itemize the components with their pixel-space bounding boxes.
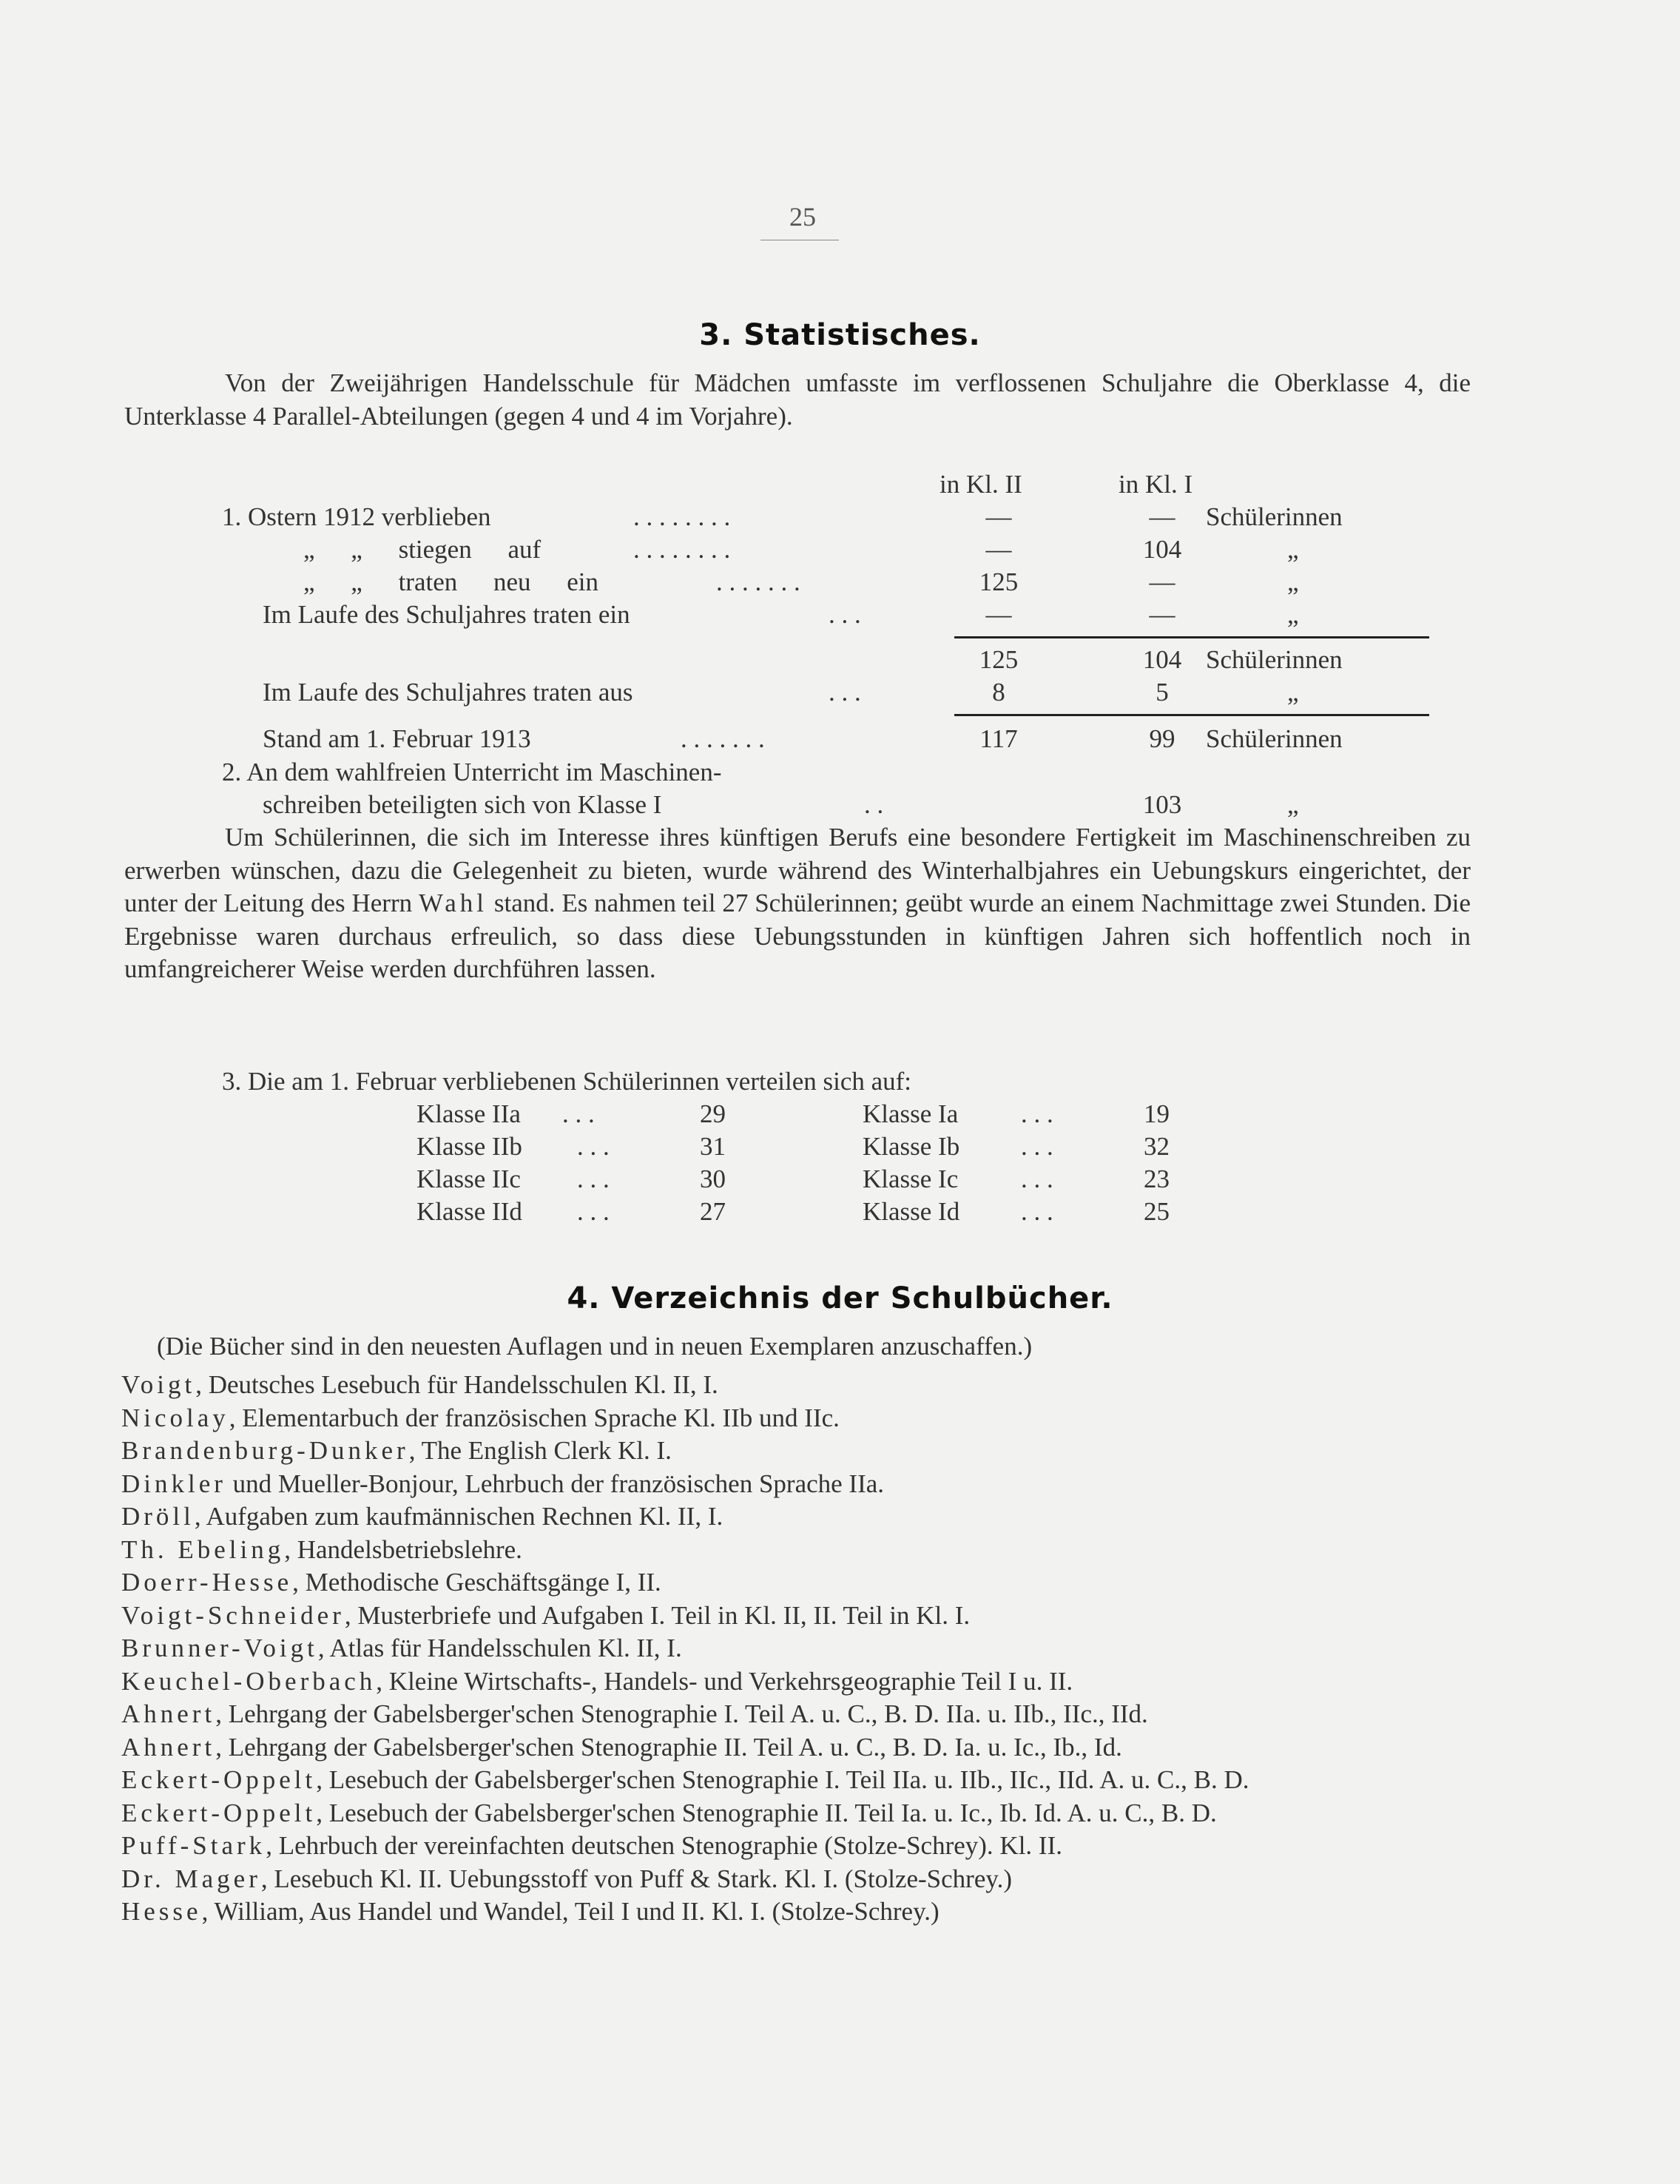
class-name: Klasse Id [863, 1197, 960, 1226]
book-title: und Mueller-Bonjour, Lehrbuch der französischen Sprache IIa. [226, 1469, 885, 1498]
book-author: Brunner-Voigt [121, 1634, 318, 1662]
page-number: 25 [789, 202, 816, 232]
section-4-note: (Die Bücher sind in den neuesten Auflagen und in neuen Exemplaren anzuschaffen.) [157, 1332, 1033, 1361]
class-dots: . . . [1021, 1132, 1053, 1161]
class-count: 19 [1144, 1099, 1170, 1128]
left-row-kl1: 5 [1156, 678, 1169, 707]
stat-row-kl2: — [985, 502, 1012, 531]
book-title: , The English Clerk Kl. I. [408, 1436, 672, 1465]
subtotal-kl1: 104 [1142, 645, 1182, 674]
book-entry [121, 1500, 1472, 1534]
book-entry [121, 1698, 1472, 1731]
stand-label: Stand am 1. Februar 1913 [263, 724, 531, 753]
class-count: 29 [700, 1099, 726, 1128]
book-title: , Lesebuch der Gabelsberger'schen Stenographie I. Teil IIa. u. IIb., IIc., IId. A. u. C., B. D. [316, 1765, 1249, 1794]
book-title: , Lesebuch der Gabelsberger'schen Stenographie II. Teil Ia. u. Ic., Ib. Id. A. u. C., B. D. [316, 1798, 1217, 1827]
book-author: Keuchel-Oberbach [121, 1666, 377, 1696]
item-2-line-2: schreiben beteiligten sich von Klasse I [263, 790, 662, 819]
column-header-kl2: in Kl. II [939, 470, 1022, 499]
stat-row-dots: . . . . . . . . [633, 502, 731, 531]
book-author: Th. Ebeling [121, 1534, 285, 1564]
class-count: 31 [700, 1132, 726, 1161]
book-entry [121, 1797, 1472, 1830]
book-entry [121, 1665, 1472, 1699]
book-entry [121, 1566, 1472, 1600]
book-entry [121, 1632, 1472, 1665]
book-author: Dröll [121, 1502, 195, 1531]
book-author: Voigt-Schneider [121, 1600, 345, 1630]
book-author: Brandenburg-Dunker [121, 1436, 409, 1465]
book-title: , Musterbriefe und Aufgaben I. Teil in Kl. II, II. Teil in Kl. I. [344, 1600, 971, 1630]
book-author: Voigt [121, 1370, 196, 1399]
stand-kl1: 99 [1149, 724, 1175, 753]
class-name: Klasse Ic [863, 1165, 959, 1193]
book-entry [121, 1369, 1472, 1402]
stat-row-kl2: — [985, 600, 1012, 629]
book-title: , William, Aus Handel und Wandel, Teil I und II. Kl. I. (Stolze-Schrey.) [201, 1897, 939, 1926]
stand-rule [954, 714, 1429, 716]
stat-row-unit: „ [1287, 567, 1299, 596]
class-count: 27 [700, 1197, 726, 1226]
book-entry [121, 1402, 1472, 1435]
item-2-line-1: 2. An dem wahlfreien Unterricht im Maschinen- [222, 758, 722, 786]
stat-row-unit: „ [1287, 535, 1299, 564]
item-2-value: 103 [1142, 790, 1182, 819]
book-entry [121, 1895, 1472, 1929]
stand-dots: . . . . . . . [681, 724, 765, 753]
class-dots: . . . [577, 1165, 610, 1193]
item-2-dots: . . [864, 790, 884, 819]
stat-row-kl1: — [1149, 567, 1175, 596]
class-count: 23 [1144, 1165, 1170, 1193]
book-entry [121, 1830, 1472, 1863]
subtotal-kl2: 125 [979, 645, 1019, 674]
column-header-kl1: in Kl. I [1119, 470, 1193, 499]
class-dots: . . . [562, 1099, 595, 1128]
book-entry [121, 1534, 1472, 1567]
stat-row-dots: . . . . . . . [716, 567, 800, 596]
book-title: , Kleine Wirtschafts-, Handels- und Verkehrsgeographie Teil I u. II. [376, 1666, 1073, 1696]
book-entry [121, 1731, 1472, 1765]
book-entry [121, 1600, 1472, 1633]
book-author: Dr. Mager [121, 1864, 261, 1893]
stat-row-kl1: 104 [1142, 535, 1182, 564]
typing-course-paragraph [124, 821, 1471, 986]
book-author: Nicolay [121, 1403, 229, 1432]
book-title: , Aufgaben zum kaufmännischen Rechnen Kl. II, I. [194, 1502, 723, 1531]
book-author: Doerr-Hesse [121, 1568, 293, 1597]
class-dots: . . . [577, 1132, 610, 1161]
stat-row-unit: „ [1287, 600, 1299, 629]
teacher-name: Wahl [418, 889, 488, 917]
stat-row-kl2: — [985, 535, 1012, 564]
section-4-heading: 4. Verzeichnis der Schulbücher. [567, 1281, 1113, 1315]
class-name: Klasse Ib [863, 1132, 960, 1161]
stat-row-label: „ „ stiegen auf [303, 535, 542, 564]
book-title: , Elementarbuch der französischen Sprache Kl. IIb und IIc. [229, 1403, 840, 1432]
book-author: Eckert-Oppelt [121, 1765, 317, 1794]
book-title: , Lesebuch Kl. II. Uebungsstoff von Puff & Stark. Kl. I. (Stolze-Schrey.) [260, 1864, 1012, 1893]
book-author: Puff-Stark [121, 1831, 266, 1860]
left-row-unit: „ [1287, 678, 1299, 707]
book-title: , Lehrgang der Gabelsberger'schen Stenographie II. Teil A. u. C., B. D. Ia. u. Ic., Ib., Id. [215, 1732, 1122, 1762]
class-count: 32 [1144, 1132, 1170, 1161]
class-count: 30 [700, 1165, 726, 1193]
stat-row-kl2: 125 [979, 567, 1019, 596]
class-name: Klasse IId [416, 1197, 522, 1226]
class-name: Klasse Ia [863, 1099, 959, 1128]
class-name: Klasse IIa [416, 1099, 521, 1128]
book-author: Hesse [121, 1897, 202, 1926]
book-title: , Handelsbetriebslehre. [284, 1534, 522, 1564]
book-author: Eckert-Oppelt [121, 1798, 317, 1827]
left-row-label: Im Laufe des Schuljahres traten aus [263, 678, 633, 707]
class-name: Klasse IIb [416, 1132, 522, 1161]
left-row-dots: . . . [829, 678, 861, 707]
stat-row-label: 1. Ostern 1912 verblieben [222, 502, 491, 531]
book-author: Ahnert [121, 1699, 216, 1728]
class-dots: . . . [1021, 1197, 1053, 1226]
stat-row-dots: . . . [829, 600, 861, 629]
section-3-intro-text: Von der Zweijährigen Handelsschule für Mädchen umfasste im verflossenen Schuljahre die Oberklasse 4, die Unterklasse 4 Parallel-Abteilungen (gegen 4 und 4 im Vorjahre). [124, 368, 1471, 431]
stat-row-kl1: — [1149, 502, 1175, 531]
item-3-intro: 3. Die am 1. Februar verbliebenen Schülerinnen verteilen sich auf: [222, 1067, 912, 1096]
stat-row-label: Im Laufe des Schuljahres traten ein [263, 600, 630, 629]
class-dots: . . . [1021, 1165, 1053, 1193]
stand-unit: Schülerinnen [1206, 724, 1343, 753]
class-dots: . . . [577, 1197, 610, 1226]
typing-course-text-1: Um Schülerinnen, die sich im Interesse ihres künftigen Berufs eine besondere Fertigkeit im Maschinenschreiben zu erwerben wünschen, dazu die Gelegenheit zu bieten, wurde während des Winterhalbjahres ein Uebungskurs eingerichtet, der unter der Leitung des Herrn [124, 823, 1471, 917]
stat-row-kl1: — [1149, 600, 1175, 629]
section-3-heading: 3. Statistisches. [699, 318, 981, 352]
stat-row-label: „ „ traten neu ein [303, 567, 599, 596]
stat-row-unit: Schülerinnen [1206, 502, 1343, 531]
book-title: , Lehrbuch der vereinfachten deutschen Stenographie (Stolze-Schrey). Kl. II. [266, 1831, 1062, 1860]
stat-row-dots: . . . . . . . . [633, 535, 731, 564]
book-author: Ahnert [121, 1732, 216, 1762]
book-title: , Atlas für Handelsschulen Kl. II, I. [317, 1634, 682, 1662]
book-title: , Methodische Geschäftsgänge I, II. [292, 1568, 661, 1597]
class-name: Klasse IIc [416, 1165, 521, 1193]
book-title: , Lehrgang der Gabelsberger'schen Stenographie I. Teil A. u. C., B. D. IIa. u. IIb., IIc., IId. [215, 1699, 1148, 1728]
section-3-intro [124, 367, 1471, 433]
typing-course-text-2: stand. Es nahmen teil 27 Schülerinnen; geübt wurde an einem Nachmittage zwei Stunden. Die Ergebnisse waren durchaus erfreulich, so dass diese Uebungsstunden in künftigen Jahren sich hoffentlich noch in umfangreicherer Weise werden durchführen lassen. [124, 889, 1471, 983]
stand-kl2: 117 [979, 724, 1018, 753]
class-count: 25 [1144, 1197, 1170, 1226]
item-2-unit: „ [1287, 790, 1299, 819]
left-row-kl2: 8 [992, 678, 1005, 707]
book-entry [121, 1435, 1472, 1468]
book-entry [121, 1764, 1472, 1797]
book-entry [121, 1468, 1472, 1501]
book-author: Dinkler [121, 1469, 226, 1498]
schoolbook-list [121, 1369, 1472, 1929]
class-dots: . . . [1021, 1099, 1053, 1128]
book-title: , Deutsches Lesebuch für Handelsschulen Kl. II, I. [195, 1370, 718, 1399]
subtotal-unit: Schülerinnen [1206, 645, 1343, 674]
book-entry [121, 1863, 1472, 1896]
sum-rule [954, 636, 1429, 638]
